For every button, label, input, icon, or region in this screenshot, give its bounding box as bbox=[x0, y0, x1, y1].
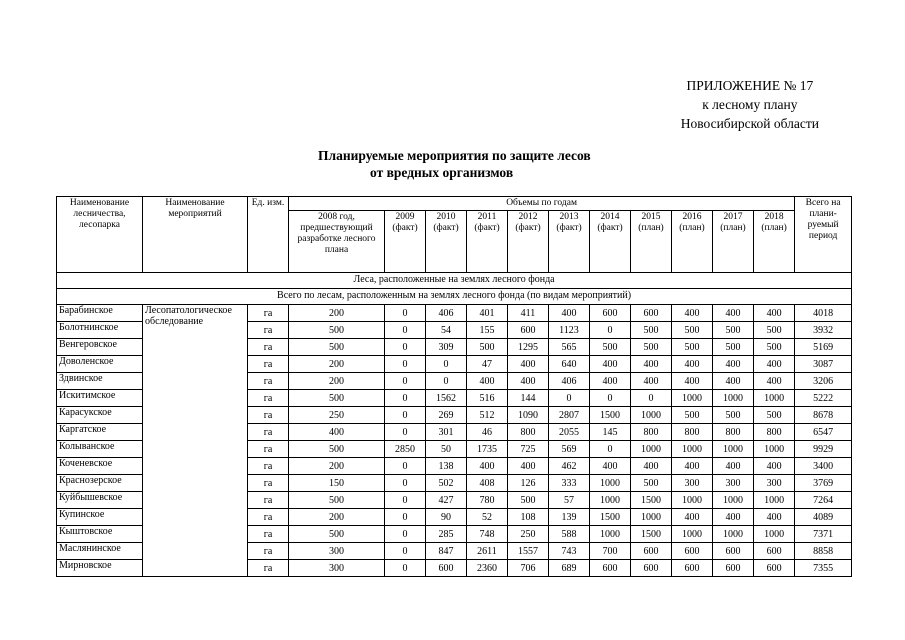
header-year: 2018 (план) bbox=[754, 211, 795, 273]
appendix-number: ПРИЛОЖЕНИЕ № 17 bbox=[686, 78, 814, 93]
value-cell: 743 bbox=[549, 543, 590, 560]
value-cell: 400 bbox=[508, 356, 549, 373]
value-cell: 0 bbox=[549, 390, 590, 407]
unit-cell: га bbox=[248, 492, 289, 509]
forestry-name: Купинское bbox=[57, 509, 143, 526]
value-cell: 600 bbox=[631, 543, 672, 560]
total-cell: 6547 bbox=[795, 424, 852, 441]
forestry-name: Искитимское bbox=[57, 390, 143, 407]
value-cell: 2055 bbox=[549, 424, 590, 441]
value-cell: 600 bbox=[590, 560, 631, 577]
value-cell: 1000 bbox=[590, 475, 631, 492]
total-cell: 7355 bbox=[795, 560, 852, 577]
value-cell: 500 bbox=[713, 339, 754, 356]
value-cell: 640 bbox=[549, 356, 590, 373]
value-cell: 600 bbox=[672, 560, 713, 577]
header-year: 2013 (факт) bbox=[549, 211, 590, 273]
value-cell: 90 bbox=[426, 509, 467, 526]
value-cell: 400 bbox=[508, 373, 549, 390]
value-cell: 200 bbox=[289, 356, 385, 373]
value-cell: 1500 bbox=[631, 526, 672, 543]
value-cell: 300 bbox=[289, 543, 385, 560]
value-cell: 406 bbox=[549, 373, 590, 390]
unit-cell: га bbox=[248, 424, 289, 441]
forestry-name: Кыштовское bbox=[57, 526, 143, 543]
value-cell: 1000 bbox=[713, 526, 754, 543]
total-cell: 9929 bbox=[795, 441, 852, 458]
value-cell: 500 bbox=[289, 339, 385, 356]
value-cell: 400 bbox=[713, 458, 754, 475]
total-cell: 3400 bbox=[795, 458, 852, 475]
value-cell: 46 bbox=[467, 424, 508, 441]
total-cell: 8858 bbox=[795, 543, 852, 560]
value-cell: 400 bbox=[754, 509, 795, 526]
value-cell: 500 bbox=[672, 339, 713, 356]
value-cell: 1000 bbox=[631, 407, 672, 424]
value-cell: 588 bbox=[549, 526, 590, 543]
value-cell: 0 bbox=[426, 356, 467, 373]
value-cell: 500 bbox=[289, 492, 385, 509]
value-cell: 0 bbox=[385, 509, 426, 526]
value-cell: 500 bbox=[631, 339, 672, 356]
header-year: 2010 (факт) bbox=[426, 211, 467, 273]
value-cell: 300 bbox=[289, 560, 385, 577]
total-cell: 4089 bbox=[795, 509, 852, 526]
value-cell: 500 bbox=[754, 407, 795, 424]
value-cell: 1557 bbox=[508, 543, 549, 560]
value-cell: 200 bbox=[289, 305, 385, 322]
value-cell: 400 bbox=[289, 424, 385, 441]
total-cell: 3932 bbox=[795, 322, 852, 339]
value-cell: 600 bbox=[713, 543, 754, 560]
value-cell: 0 bbox=[385, 373, 426, 390]
header-unit: Ед. изм. bbox=[248, 197, 289, 273]
forestry-name: Болотнинское bbox=[57, 322, 143, 339]
appendix-block bbox=[681, 76, 819, 133]
value-cell: 1000 bbox=[754, 492, 795, 509]
unit-cell: га bbox=[248, 356, 289, 373]
value-cell: 285 bbox=[426, 526, 467, 543]
value-cell: 400 bbox=[467, 373, 508, 390]
forestry-name: Куйбышевское bbox=[57, 492, 143, 509]
value-cell: 400 bbox=[713, 356, 754, 373]
value-cell: 600 bbox=[631, 560, 672, 577]
value-cell: 0 bbox=[385, 407, 426, 424]
unit-cell: га bbox=[248, 390, 289, 407]
value-cell: 1295 bbox=[508, 339, 549, 356]
value-cell: 1000 bbox=[713, 492, 754, 509]
value-cell: 400 bbox=[590, 373, 631, 390]
value-cell: 400 bbox=[631, 458, 672, 475]
value-cell: 516 bbox=[467, 390, 508, 407]
header-year: 2009 (факт) bbox=[385, 211, 426, 273]
unit-cell: га bbox=[248, 407, 289, 424]
value-cell: 300 bbox=[754, 475, 795, 492]
title-line-1: Планируемые мероприятия по защите лесов bbox=[318, 148, 591, 163]
forestry-name: Колыванское bbox=[57, 441, 143, 458]
value-cell: 0 bbox=[590, 441, 631, 458]
forestry-name: Карасукское bbox=[57, 407, 143, 424]
value-cell: 139 bbox=[549, 509, 590, 526]
value-cell: 400 bbox=[754, 305, 795, 322]
value-cell: 150 bbox=[289, 475, 385, 492]
value-cell: 502 bbox=[426, 475, 467, 492]
value-cell: 54 bbox=[426, 322, 467, 339]
value-cell: 400 bbox=[590, 458, 631, 475]
unit-cell: га bbox=[248, 373, 289, 390]
value-cell: 500 bbox=[672, 407, 713, 424]
value-cell: 725 bbox=[508, 441, 549, 458]
value-cell: 300 bbox=[713, 475, 754, 492]
value-cell: 500 bbox=[289, 322, 385, 339]
value-cell: 200 bbox=[289, 458, 385, 475]
value-cell: 155 bbox=[467, 322, 508, 339]
forestry-name: Здвинское bbox=[57, 373, 143, 390]
header-year: 2014 (факт) bbox=[590, 211, 631, 273]
value-cell: 250 bbox=[289, 407, 385, 424]
value-cell: 600 bbox=[631, 305, 672, 322]
header-year: 2008 год, предшествующий разработке лесного плана bbox=[289, 211, 385, 273]
value-cell: 400 bbox=[467, 458, 508, 475]
header-forestry: Наименование лесничества, лесопарка bbox=[57, 197, 143, 273]
value-cell: 1000 bbox=[672, 441, 713, 458]
total-cell: 3206 bbox=[795, 373, 852, 390]
value-cell: 400 bbox=[754, 356, 795, 373]
value-cell: 0 bbox=[590, 322, 631, 339]
value-cell: 1090 bbox=[508, 407, 549, 424]
value-cell: 144 bbox=[508, 390, 549, 407]
value-cell: 400 bbox=[672, 356, 713, 373]
value-cell: 0 bbox=[385, 526, 426, 543]
value-cell: 500 bbox=[289, 390, 385, 407]
forestry-name: Мирновское bbox=[57, 560, 143, 577]
value-cell: 500 bbox=[467, 339, 508, 356]
value-cell: 200 bbox=[289, 373, 385, 390]
forestry-name: Каргатское bbox=[57, 424, 143, 441]
value-cell: 1000 bbox=[590, 492, 631, 509]
value-cell: 565 bbox=[549, 339, 590, 356]
header-year: 2017 (план) bbox=[713, 211, 754, 273]
value-cell: 401 bbox=[467, 305, 508, 322]
value-cell: 400 bbox=[713, 509, 754, 526]
value-cell: 2807 bbox=[549, 407, 590, 424]
value-cell: 1000 bbox=[713, 390, 754, 407]
header-volumes: Объемы по годам bbox=[289, 197, 795, 211]
unit-cell: га bbox=[248, 458, 289, 475]
value-cell: 333 bbox=[549, 475, 590, 492]
header-year: 2011 (факт) bbox=[467, 211, 508, 273]
value-cell: 1123 bbox=[549, 322, 590, 339]
value-cell: 400 bbox=[590, 356, 631, 373]
value-cell: 569 bbox=[549, 441, 590, 458]
value-cell: 400 bbox=[672, 305, 713, 322]
value-cell: 57 bbox=[549, 492, 590, 509]
value-cell: 600 bbox=[426, 560, 467, 577]
table-row bbox=[57, 305, 852, 322]
value-cell: 1500 bbox=[590, 407, 631, 424]
header-year: 2016 (план) bbox=[672, 211, 713, 273]
unit-cell: га bbox=[248, 322, 289, 339]
section-row bbox=[57, 273, 852, 289]
value-cell: 600 bbox=[672, 543, 713, 560]
value-cell: 500 bbox=[590, 339, 631, 356]
value-cell: 145 bbox=[590, 424, 631, 441]
value-cell: 800 bbox=[631, 424, 672, 441]
value-cell: 0 bbox=[631, 390, 672, 407]
value-cell: 500 bbox=[508, 492, 549, 509]
total-cell: 3087 bbox=[795, 356, 852, 373]
value-cell: 1000 bbox=[754, 441, 795, 458]
value-cell: 500 bbox=[713, 407, 754, 424]
value-cell: 500 bbox=[289, 441, 385, 458]
value-cell: 300 bbox=[672, 475, 713, 492]
value-cell: 1000 bbox=[713, 441, 754, 458]
forestry-name: Венгеровское bbox=[57, 339, 143, 356]
total-cell: 7371 bbox=[795, 526, 852, 543]
value-cell: 600 bbox=[713, 560, 754, 577]
value-cell: 400 bbox=[549, 305, 590, 322]
value-cell: 400 bbox=[508, 458, 549, 475]
value-cell: 1000 bbox=[631, 509, 672, 526]
value-cell: 1500 bbox=[590, 509, 631, 526]
header-year: 2015 (план) bbox=[631, 211, 672, 273]
value-cell: 108 bbox=[508, 509, 549, 526]
total-cell: 7264 bbox=[795, 492, 852, 509]
value-cell: 1000 bbox=[754, 526, 795, 543]
value-cell: 500 bbox=[631, 322, 672, 339]
value-cell: 0 bbox=[385, 390, 426, 407]
value-cell: 847 bbox=[426, 543, 467, 560]
appendix-region: Новосибирской области bbox=[680, 116, 819, 131]
value-cell: 600 bbox=[508, 322, 549, 339]
value-cell: 406 bbox=[426, 305, 467, 322]
value-cell: 400 bbox=[672, 373, 713, 390]
value-cell: 0 bbox=[385, 322, 426, 339]
value-cell: 411 bbox=[508, 305, 549, 322]
value-cell: 0 bbox=[385, 458, 426, 475]
total-cell: 5169 bbox=[795, 339, 852, 356]
total-cell: 3769 bbox=[795, 475, 852, 492]
value-cell: 1562 bbox=[426, 390, 467, 407]
value-cell: 301 bbox=[426, 424, 467, 441]
value-cell: 400 bbox=[672, 509, 713, 526]
value-cell: 2611 bbox=[467, 543, 508, 560]
value-cell: 408 bbox=[467, 475, 508, 492]
value-cell: 400 bbox=[631, 373, 672, 390]
value-cell: 50 bbox=[426, 441, 467, 458]
value-cell: 600 bbox=[754, 560, 795, 577]
title-line-2: от вредных организмов bbox=[370, 165, 514, 180]
forestry-name: Маслянинское bbox=[57, 543, 143, 560]
value-cell: 126 bbox=[508, 475, 549, 492]
value-cell: 1000 bbox=[672, 492, 713, 509]
value-cell: 0 bbox=[385, 339, 426, 356]
value-cell: 400 bbox=[754, 373, 795, 390]
value-cell: 1000 bbox=[672, 526, 713, 543]
measure-name: Лесопатологическое обследование bbox=[143, 305, 248, 577]
total-cell: 5222 bbox=[795, 390, 852, 407]
value-cell: 52 bbox=[467, 509, 508, 526]
value-cell: 800 bbox=[508, 424, 549, 441]
value-cell: 47 bbox=[467, 356, 508, 373]
value-cell: 500 bbox=[754, 339, 795, 356]
value-cell: 400 bbox=[631, 356, 672, 373]
header-row-1 bbox=[57, 197, 852, 211]
value-cell: 269 bbox=[426, 407, 467, 424]
value-cell: 748 bbox=[467, 526, 508, 543]
unit-cell: га bbox=[248, 339, 289, 356]
value-cell: 0 bbox=[590, 390, 631, 407]
value-cell: 780 bbox=[467, 492, 508, 509]
value-cell: 800 bbox=[672, 424, 713, 441]
unit-cell: га bbox=[248, 441, 289, 458]
value-cell: 0 bbox=[385, 356, 426, 373]
forestry-name: Коченевское bbox=[57, 458, 143, 475]
value-cell: 1500 bbox=[631, 492, 672, 509]
value-cell: 0 bbox=[385, 305, 426, 322]
value-cell: 1000 bbox=[672, 390, 713, 407]
value-cell: 706 bbox=[508, 560, 549, 577]
section-title: Леса, расположенные на землях лесного фонда bbox=[57, 273, 852, 289]
value-cell: 1735 bbox=[467, 441, 508, 458]
appendix-reference: к лесному плану bbox=[702, 97, 798, 112]
unit-cell: га bbox=[248, 305, 289, 322]
value-cell: 0 bbox=[385, 543, 426, 560]
value-cell: 0 bbox=[385, 492, 426, 509]
value-cell: 689 bbox=[549, 560, 590, 577]
value-cell: 138 bbox=[426, 458, 467, 475]
unit-cell: га bbox=[248, 543, 289, 560]
value-cell: 400 bbox=[754, 458, 795, 475]
value-cell: 2850 bbox=[385, 441, 426, 458]
unit-cell: га bbox=[248, 509, 289, 526]
value-cell: 800 bbox=[754, 424, 795, 441]
unit-cell: га bbox=[248, 526, 289, 543]
value-cell: 500 bbox=[713, 322, 754, 339]
table-body bbox=[57, 273, 852, 577]
total-cell: 4018 bbox=[795, 305, 852, 322]
value-cell: 427 bbox=[426, 492, 467, 509]
subsection-title: Всего по лесам, расположенным на землях лесного фонда (по видам мероприятий) bbox=[57, 289, 852, 305]
value-cell: 700 bbox=[590, 543, 631, 560]
value-cell: 400 bbox=[713, 373, 754, 390]
forestry-name: Доволенское bbox=[57, 356, 143, 373]
unit-cell: га bbox=[248, 475, 289, 492]
value-cell: 500 bbox=[754, 322, 795, 339]
value-cell: 600 bbox=[590, 305, 631, 322]
value-cell: 250 bbox=[508, 526, 549, 543]
value-cell: 200 bbox=[289, 509, 385, 526]
value-cell: 500 bbox=[631, 475, 672, 492]
value-cell: 400 bbox=[672, 458, 713, 475]
value-cell: 400 bbox=[713, 305, 754, 322]
value-cell: 600 bbox=[754, 543, 795, 560]
value-cell: 0 bbox=[385, 475, 426, 492]
value-cell: 2360 bbox=[467, 560, 508, 577]
value-cell: 1000 bbox=[590, 526, 631, 543]
forestry-name: Барабинское bbox=[57, 305, 143, 322]
value-cell: 500 bbox=[672, 322, 713, 339]
value-cell: 1000 bbox=[631, 441, 672, 458]
forestry-name: Краснозерское bbox=[57, 475, 143, 492]
value-cell: 512 bbox=[467, 407, 508, 424]
value-cell: 800 bbox=[713, 424, 754, 441]
header-year: 2012 (факт) bbox=[508, 211, 549, 273]
header-total: Всего на плани-руемый период bbox=[795, 197, 852, 273]
value-cell: 500 bbox=[289, 526, 385, 543]
subsection-row bbox=[57, 289, 852, 305]
measures-table bbox=[56, 196, 852, 577]
value-cell: 1000 bbox=[754, 390, 795, 407]
header-measure: Наименование мероприятий bbox=[143, 197, 248, 273]
value-cell: 0 bbox=[385, 560, 426, 577]
value-cell: 309 bbox=[426, 339, 467, 356]
unit-cell: га bbox=[248, 560, 289, 577]
value-cell: 0 bbox=[426, 373, 467, 390]
value-cell: 0 bbox=[385, 424, 426, 441]
document-title bbox=[0, 147, 905, 181]
value-cell: 462 bbox=[549, 458, 590, 475]
total-cell: 8678 bbox=[795, 407, 852, 424]
